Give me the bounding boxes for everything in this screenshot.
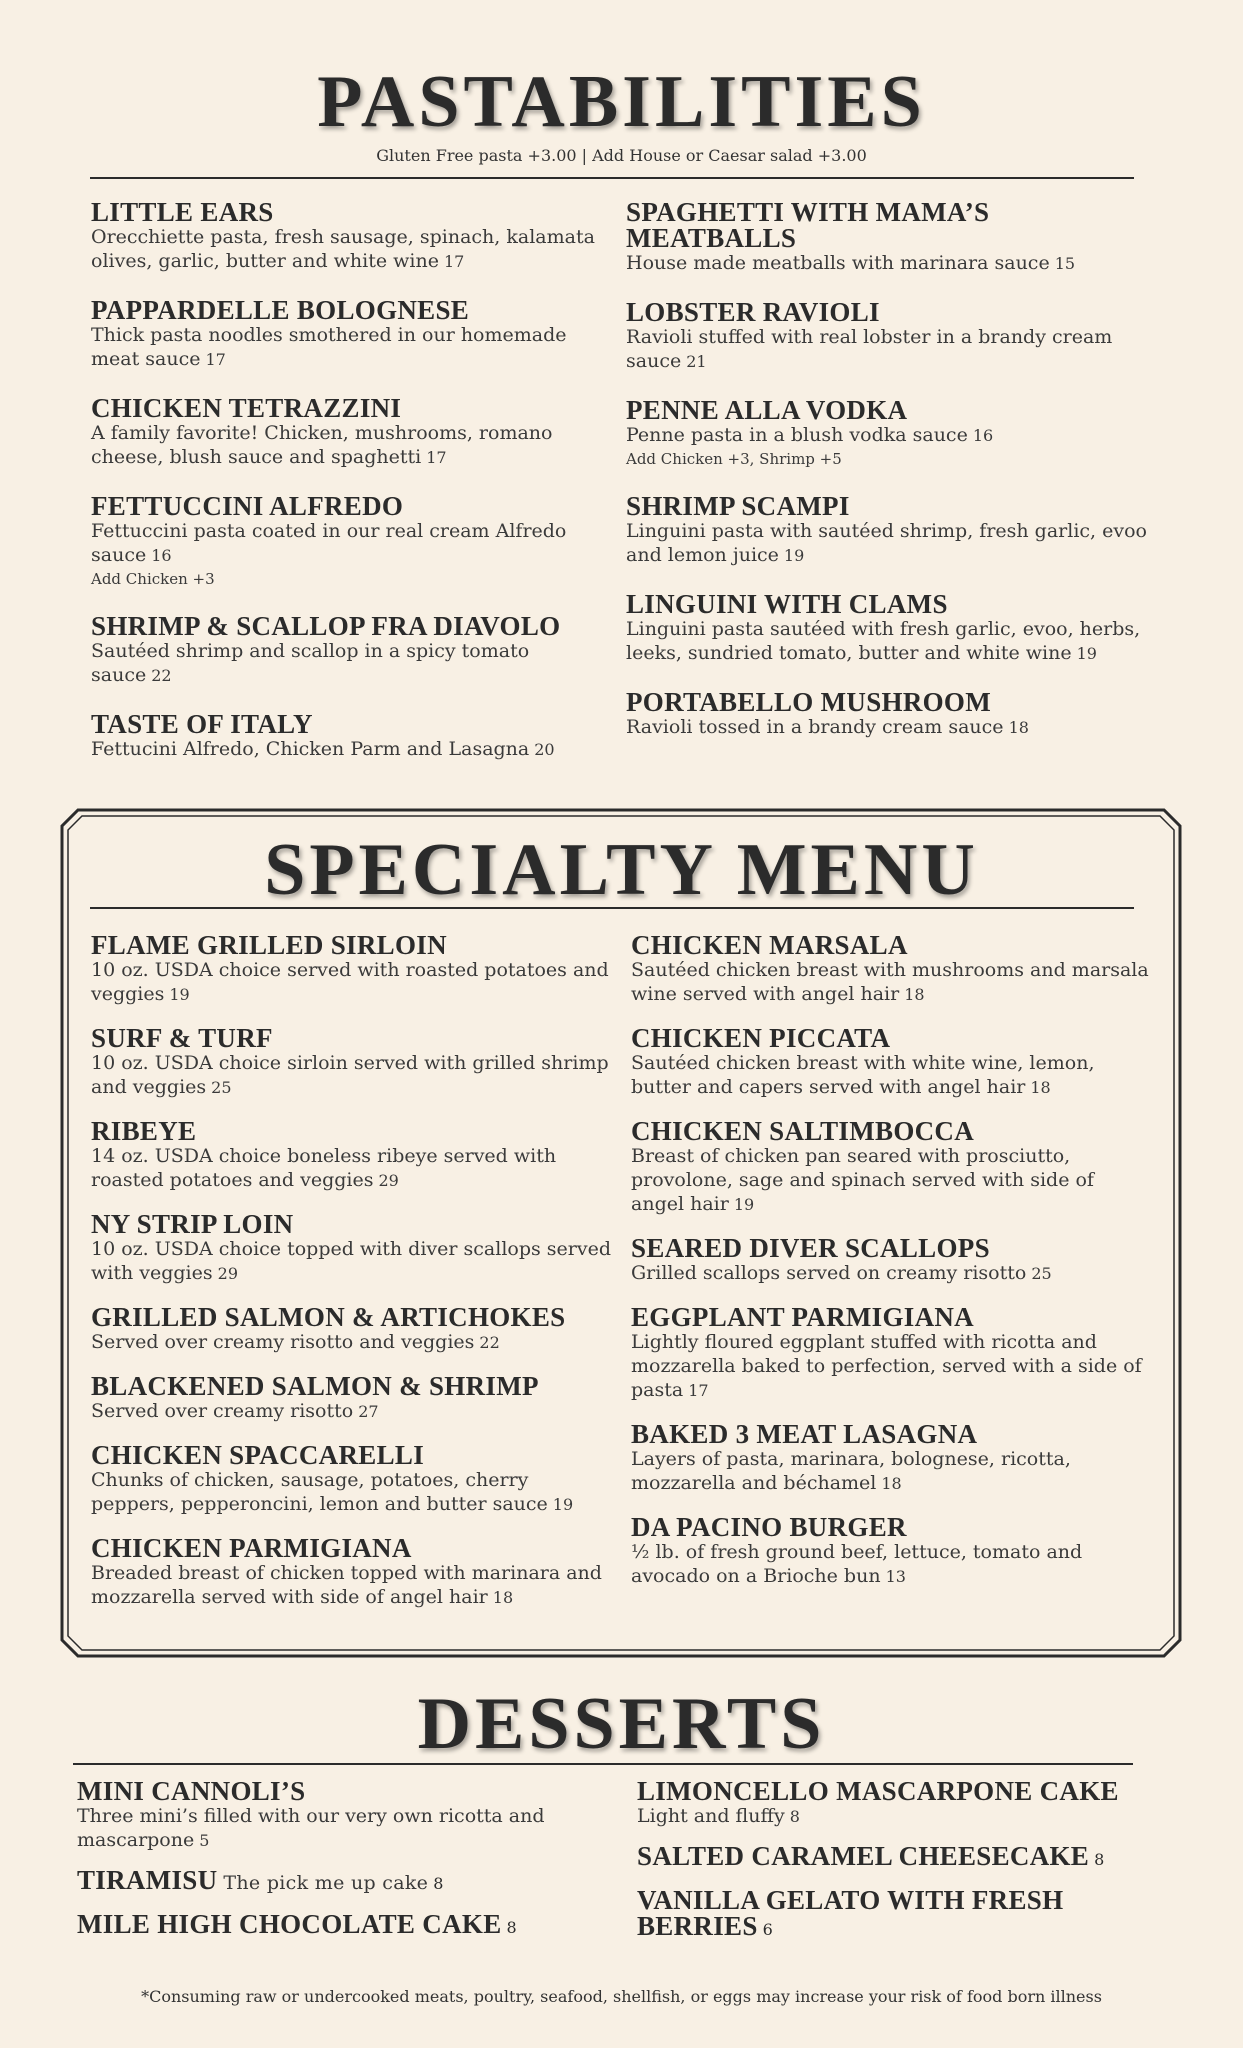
menu-item xyxy=(637,1778,1157,1829)
menu-item-price: 19 xyxy=(733,1195,755,1214)
menu-item-price: 16 xyxy=(151,546,172,565)
menu-item-name xyxy=(626,397,1151,423)
menu-item-name xyxy=(77,1911,607,1941)
menu-item-name-text: FLAME GRILLED SIRLOIN xyxy=(91,930,447,960)
menu-item-price: 6 xyxy=(762,1920,774,1939)
menu-item-name-text: SALTED CARAMEL CHEESECAKE xyxy=(637,1841,1090,1871)
menu-item-name xyxy=(631,1514,1151,1540)
menu-item xyxy=(91,297,601,372)
menu-item xyxy=(637,1887,1157,1943)
menu-item-name-text: SEARED DIVER SCALLOPS xyxy=(631,1233,990,1263)
menu-item-price: 22 xyxy=(151,666,172,685)
menu-item-description: Fettuccini pasta coated in our real cream Alfredo sauce xyxy=(91,520,567,566)
menu-item-addon: Add Chicken +3, Shrimp +5 xyxy=(626,450,842,468)
menu-item-description-line xyxy=(631,958,1151,1007)
menu-item xyxy=(91,1304,611,1355)
desserts-title: DESSERTS xyxy=(417,1683,826,1765)
menu-item-name xyxy=(77,1867,607,1897)
menu-item-price: 8 xyxy=(789,1807,800,1826)
menu-item-price: 18 xyxy=(1008,718,1029,737)
menu-item-name xyxy=(631,1304,1151,1330)
menu-item-name-text: FETTUCCINI ALFREDO xyxy=(91,491,404,521)
menu-item-name-text: BLACKENED SALMON & SHRIMP xyxy=(91,1371,539,1401)
menu-item-name-text: CHICKEN PICCATA xyxy=(631,1023,891,1053)
menu-item-name xyxy=(91,1373,611,1399)
menu-item xyxy=(626,299,1151,374)
menu-item-description: 10 oz. USDA choice served with roasted potatoes and veggies xyxy=(91,959,609,1005)
menu-item-description-line xyxy=(626,251,1151,276)
menu-item-description: 10 oz. USDA choice sirloin served with grilled shrimp and veggies xyxy=(91,1052,609,1098)
menu-item-name xyxy=(637,1778,1157,1804)
menu-item-price: 19 xyxy=(783,546,805,565)
menu-item xyxy=(77,1867,607,1897)
menu-item-description: ½ lb. of fresh ground beef, lettuce, tomato and avocado on a Brioche bun xyxy=(631,1541,1083,1587)
menu-item-price: 19 xyxy=(552,1495,574,1514)
menu-item-price: 19 xyxy=(1076,644,1097,663)
menu-item-addon: Add Chicken +3 xyxy=(91,570,215,588)
menu-item-price: 17 xyxy=(426,448,447,467)
menu-item xyxy=(91,493,601,590)
menu-item-name xyxy=(637,1843,1157,1873)
pastabilities-left-column xyxy=(91,199,601,785)
menu-item-description-line xyxy=(91,323,601,372)
pastabilities-columns xyxy=(91,199,1151,785)
menu-item-name xyxy=(91,1025,611,1051)
menu-item-name-text: VANILLA GELATO WITH FRESH BERRIES xyxy=(637,1885,1064,1941)
menu-item-name-text: BAKED 3 MEAT LASAGNA xyxy=(631,1419,978,1449)
menu-item-description: Layers of pasta, marinara, bolognese, ricotta, mozzarella and béchamel xyxy=(631,1448,1071,1494)
menu-item-price: 20 xyxy=(534,740,555,759)
menu-item-price: 22 xyxy=(479,1333,500,1352)
menu-item-name-text: SHRIMP SCAMPI xyxy=(626,491,850,521)
menu-item-name xyxy=(91,493,601,519)
menu-item-description-line xyxy=(91,1330,611,1355)
menu-item-description: 10 oz. USDA choice topped with diver scallops served with veggies xyxy=(91,1238,612,1284)
menu-item-name-text: CHICKEN MARSALA xyxy=(631,930,908,960)
menu-item-price: 25 xyxy=(211,1078,232,1097)
menu-item-description-line xyxy=(637,1804,1157,1829)
menu-item xyxy=(631,1025,1151,1100)
menu-item-description: Chunks of chicken, sausage, potatoes, cherry peppers, pepperoncini, lemon and butter sauce xyxy=(91,1469,548,1515)
menu-item-description-line xyxy=(626,325,1151,374)
menu-item-description: A family favorite! Chicken, mushrooms, romano cheese, blush sauce and spaghetti xyxy=(91,422,553,468)
menu-item-name xyxy=(631,1421,1151,1447)
menu-item xyxy=(631,932,1151,1007)
menu-item-price: 18 xyxy=(881,1474,902,1493)
menu-item-description: Ravioli stuffed with real lobster in a brandy cream sauce xyxy=(626,326,1113,372)
menu-item xyxy=(91,1373,611,1424)
menu-item-name-text: CHICKEN SALTIMBOCCA xyxy=(631,1116,975,1146)
menu-item xyxy=(626,591,1151,666)
menu-item-name xyxy=(91,1535,611,1561)
menu-item-description-line xyxy=(626,617,1151,666)
menu-item-name xyxy=(631,932,1151,958)
menu-item-name xyxy=(626,493,1151,519)
menu-item-description: Orecchiette pasta, fresh sausage, spinach, kalamata olives, garlic, butter and white wine xyxy=(91,226,595,272)
menu-item-description-line xyxy=(91,225,601,274)
menu-item-name xyxy=(626,299,1151,325)
menu-item-name-text: TIRAMISU xyxy=(77,1865,218,1895)
menu-item-price: 13 xyxy=(885,1567,906,1586)
menu-item-price: 15 xyxy=(1054,254,1076,273)
menu-item-description-line xyxy=(91,639,601,688)
menu-item-name-text: MINI CANNOLI’S xyxy=(77,1776,306,1806)
menu-item-description-line xyxy=(91,519,601,568)
menu-item-description: Grilled scallops served on creamy risotto xyxy=(631,1262,1027,1284)
menu-item-description-line xyxy=(91,958,611,1007)
menu-item-name xyxy=(91,1118,611,1144)
menu-item-description-line xyxy=(91,1561,611,1610)
menu-item-name-text: LIMONCELLO MASCARPONE CAKE xyxy=(637,1776,1119,1806)
menu-item xyxy=(91,711,601,762)
menu-item-name-text: DA PACINO BURGER xyxy=(631,1512,907,1542)
menu-item-price: 19 xyxy=(169,985,190,1004)
menu-item-name-text: SPAGHETTI WITH MAMA’S MEATBALLS xyxy=(626,197,990,253)
menu-item-description: Three mini’s filled with our very own ricotta and mascarpone xyxy=(77,1805,545,1851)
specialty-left-column xyxy=(91,932,611,1628)
specialty-columns xyxy=(91,932,1151,1628)
menu-item-price: 29 xyxy=(217,1264,238,1283)
menu-item-description-line xyxy=(626,519,1151,568)
menu-item-description: Fettucini Alfredo, Chicken Parm and Lasagna xyxy=(91,738,530,760)
desserts-divider xyxy=(73,1763,1133,1765)
menu-item-price: 25 xyxy=(1031,1264,1052,1283)
menu-item-name-text: GRILLED SALMON & ARTICHOKES xyxy=(91,1302,566,1332)
menu-item xyxy=(91,1442,611,1517)
menu-item-name xyxy=(91,613,601,639)
menu-item-price: 21 xyxy=(686,352,707,371)
pastabilities-divider xyxy=(90,177,1134,179)
menu-item xyxy=(91,1535,611,1610)
specialty-divider xyxy=(90,907,1134,909)
menu-item-description-line xyxy=(91,737,601,762)
menu-item-name xyxy=(626,591,1151,617)
menu-item-name xyxy=(91,932,611,958)
menu-item-name-text: LOBSTER RAVIOLI xyxy=(626,297,880,327)
menu-item-description-line xyxy=(91,1144,611,1193)
menu-item-description-line xyxy=(77,1804,607,1853)
menu-item xyxy=(626,397,1151,470)
menu-item-description: The pick me up cake xyxy=(223,1872,429,1894)
menu-item-name-text: MILE HIGH CHOCOLATE CAKE xyxy=(77,1909,502,1939)
menu-item-description: Sautéed shrimp and scallop in a spicy tomato sauce xyxy=(91,640,530,686)
menu-item-description: House made meatballs with marinara sauce xyxy=(626,252,1050,274)
menu-item-description: Thick pasta noodles smothered in our homemade meat sauce xyxy=(91,324,567,370)
menu-item-name xyxy=(77,1778,607,1804)
menu-item-name xyxy=(91,1442,611,1468)
specialty-menu-title: SPECIALTY MENU xyxy=(264,829,979,911)
pastabilities-subtitle: Gluten Free pasta +3.00 | Add House or Caesar salad +3.00 xyxy=(376,146,867,165)
menu-item-description-line xyxy=(631,1261,1151,1286)
menu-item-name xyxy=(631,1235,1151,1261)
menu-item-description-line xyxy=(631,1540,1151,1589)
menu-item-name-text: TASTE OF ITALY xyxy=(91,709,313,739)
menu-item-price: 18 xyxy=(1030,1078,1051,1097)
menu-item-description-line xyxy=(631,1051,1151,1100)
menu-item xyxy=(631,1304,1151,1403)
menu-item-description: Sautéed chicken breast with white wine, lemon, butter and capers served with angel hair xyxy=(631,1052,1095,1098)
menu-item-name-text: RIBEYE xyxy=(91,1116,197,1146)
menu-item-description: Linguini pasta with sautéed shrimp, fresh garlic, evoo and lemon juice xyxy=(626,520,1147,566)
menu-item xyxy=(91,613,601,688)
menu-item-description-line xyxy=(631,1144,1151,1217)
menu-item-description-line xyxy=(626,423,1151,448)
menu-item-name xyxy=(91,1304,611,1330)
menu-item-description-line xyxy=(91,1468,611,1517)
menu-item-description-line xyxy=(91,1399,611,1424)
menu-item-name xyxy=(631,1025,1151,1051)
menu-item-name-text: CHICKEN SPACCARELLI xyxy=(91,1440,424,1470)
menu-item-description: Breast of chicken pan seared with prosciutto, provolone, sage and spinach served with side of angel hair xyxy=(631,1145,1094,1215)
menu-item-price: 17 xyxy=(443,252,465,271)
menu-item-description: Light and fluffy xyxy=(637,1805,785,1827)
menu-item-description: Sautéed chicken breast with mushrooms and marsala wine served with angel hair xyxy=(631,959,1149,1005)
menu-item-price: 8 xyxy=(433,1874,444,1893)
desserts-left-column xyxy=(77,1778,607,1957)
menu-item-description: Served over creamy risotto xyxy=(91,1400,354,1422)
food-safety-footnote: *Consuming raw or undercooked meats, poultry, seafood, shellfish, or eggs may increase your risk of food born illness xyxy=(141,1987,1102,2006)
menu-item-name-text: PORTABELLO MUSHROOM xyxy=(626,687,992,717)
menu-item-price: 18 xyxy=(904,985,925,1004)
menu-item-name-text: CHICKEN TETRAZZINI xyxy=(91,393,402,423)
menu-item xyxy=(626,493,1151,568)
menu-item-name-text: SURF & TURF xyxy=(91,1023,273,1053)
menu-item-price: 27 xyxy=(358,1402,379,1421)
menu-item xyxy=(91,1211,611,1286)
menu-item-price: 17 xyxy=(688,1381,709,1400)
menu-item xyxy=(637,1843,1157,1873)
menu-item xyxy=(91,1025,611,1100)
menu-item-description: Breaded breast of chicken topped with marinara and mozzarella served with side of angel hair xyxy=(91,1562,602,1608)
menu-item-price: 8 xyxy=(506,1918,517,1937)
menu-item-description: Lightly floured eggplant stuffed with ricotta and mozzarella baked to perfection, served with a side of pasta xyxy=(631,1331,1142,1401)
menu-item-name xyxy=(91,395,601,421)
menu-item-name xyxy=(91,711,601,737)
menu-item-name-text: SHRIMP & SCALLOP FRA DIAVOLO xyxy=(91,611,561,641)
menu-item-price: 8 xyxy=(1094,1850,1105,1869)
menu-item xyxy=(631,1235,1151,1286)
desserts-right-column xyxy=(637,1778,1157,1957)
menu-item-description-line xyxy=(631,1447,1151,1496)
menu-item xyxy=(91,199,601,274)
pastabilities-title: PASTABILITIES xyxy=(317,61,926,143)
menu-item-name-text: LINGUINI WITH CLAMS xyxy=(626,589,948,619)
menu-item-description: Served over creamy risotto and veggies xyxy=(91,1331,475,1353)
menu-item-price: 17 xyxy=(205,350,226,369)
menu-item-description: 14 oz. USDA choice boneless ribeye served with roasted potatoes and veggies xyxy=(91,1145,557,1191)
menu-item-description: Penne pasta in a blush vodka sauce xyxy=(626,424,968,446)
menu-item xyxy=(91,932,611,1007)
menu-item xyxy=(631,1421,1151,1496)
menu-item xyxy=(626,689,1151,740)
menu-item-price: 29 xyxy=(378,1171,399,1190)
menu-item xyxy=(631,1514,1151,1589)
specialty-right-column xyxy=(631,932,1151,1628)
pastabilities-right-column xyxy=(626,199,1151,785)
menu-item xyxy=(77,1911,607,1941)
menu-item-name-text: CHICKEN PARMIGIANA xyxy=(91,1533,412,1563)
menu-item-name-text: NY STRIP LOIN xyxy=(91,1209,294,1239)
desserts-columns xyxy=(77,1778,1157,1957)
menu-item-name-text: LITTLE EARS xyxy=(91,197,274,227)
menu-item-name xyxy=(91,297,601,323)
menu-item-description-line xyxy=(631,1330,1151,1403)
menu-item-description-line xyxy=(91,421,601,470)
menu-item-name xyxy=(91,199,601,225)
menu-item-name-text: PAPPARDELLE BOLOGNESE xyxy=(91,295,470,325)
menu-item-price: 16 xyxy=(972,426,994,445)
menu-item-description: Ravioli tossed in a brandy cream sauce xyxy=(626,716,1004,738)
menu-item xyxy=(91,395,601,470)
menu-item-name xyxy=(626,199,1151,251)
menu-item-description-line xyxy=(626,715,1151,740)
menu-item-description-line xyxy=(91,1237,611,1286)
menu-item-name-text: EGGPLANT PARMIGIANA xyxy=(631,1302,974,1332)
menu-item-description: Linguini pasta sautéed with fresh garlic, evoo, herbs, leeks, sundried tomato, butter and white wine xyxy=(626,618,1141,664)
menu-item-price: 5 xyxy=(199,1831,210,1850)
menu-item-name-text: PENNE ALLA VODKA xyxy=(626,395,908,425)
menu-item-name xyxy=(91,1211,611,1237)
menu-item xyxy=(77,1778,607,1853)
menu-item xyxy=(91,1118,611,1193)
menu-item-name xyxy=(637,1887,1157,1943)
menu-item-name xyxy=(631,1118,1151,1144)
menu-item xyxy=(626,199,1151,276)
menu-item-description-line xyxy=(91,1051,611,1100)
menu-item xyxy=(631,1118,1151,1217)
menu-item-name xyxy=(626,689,1151,715)
menu-item-price: 18 xyxy=(492,1588,514,1607)
